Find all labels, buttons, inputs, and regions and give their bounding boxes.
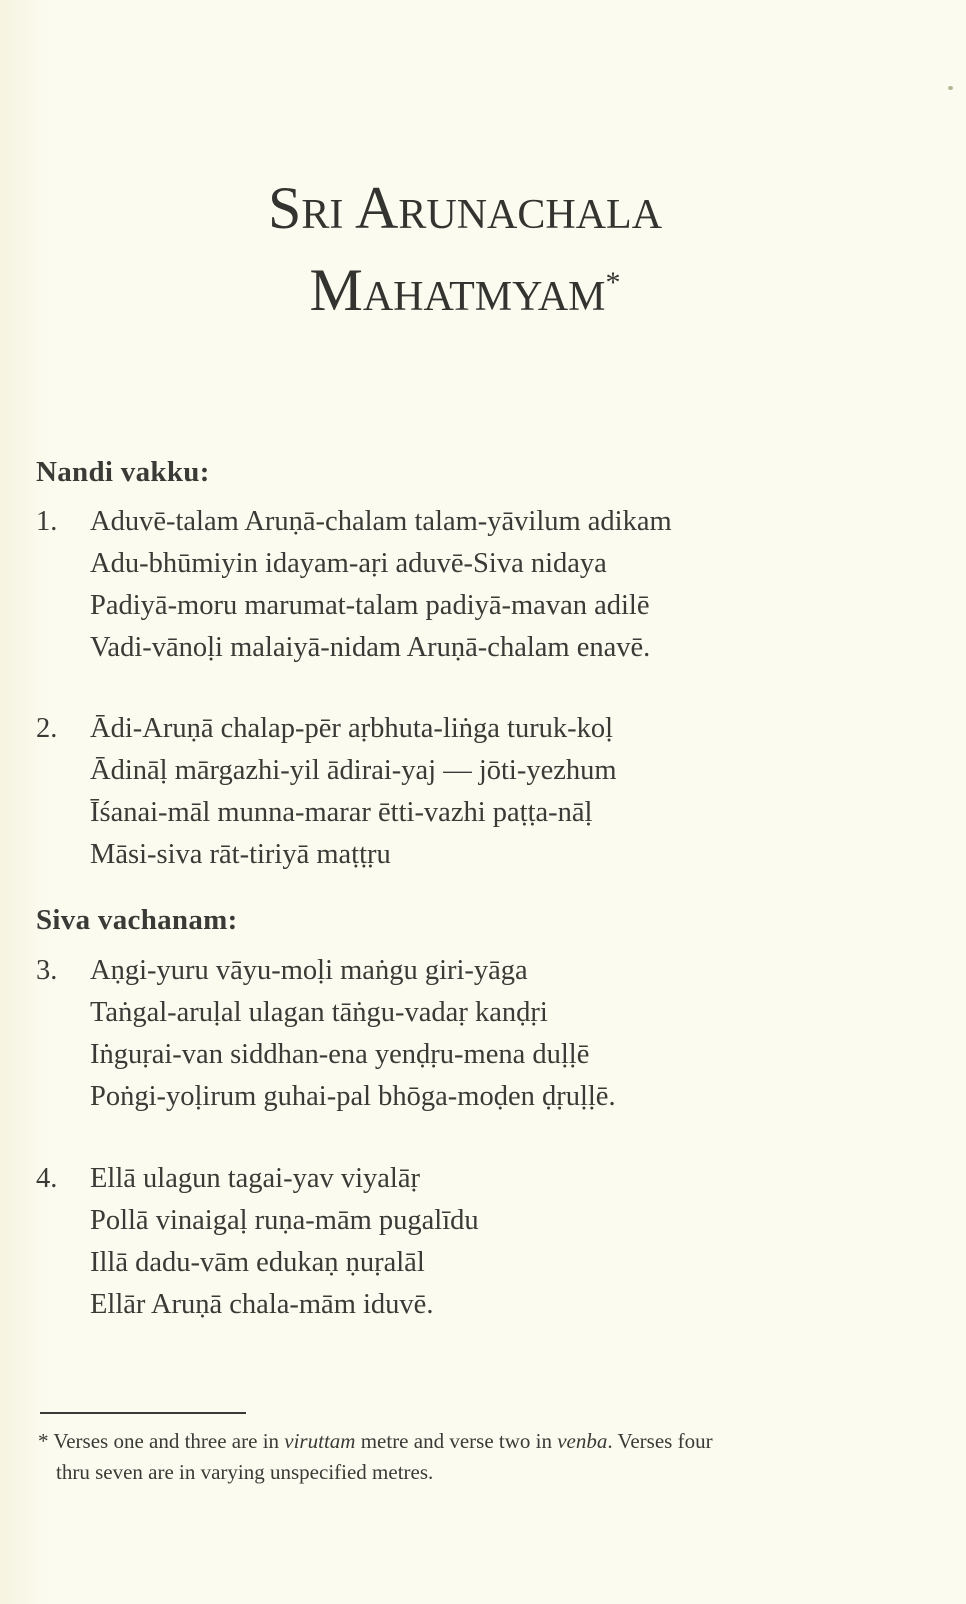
page-title-line-2 xyxy=(0,257,930,323)
verse-line: Taṅgal-aruḷal ulagan tāṅgu-vadaṛ kanḍṛi xyxy=(90,997,548,1028)
scan-speck xyxy=(948,86,953,90)
footnote-text: . Verses four xyxy=(607,1429,713,1453)
footnote-marker: * xyxy=(605,266,621,299)
verse-lines xyxy=(90,708,617,876)
verse-3 xyxy=(36,950,616,1118)
footnote-term-venba: venba xyxy=(557,1429,608,1453)
verse-line: Ādināḷ mārgazhi-yil ādirai-yaj — jōti-yezhum xyxy=(90,755,617,786)
verse-line: Illā dadu-vām edukaṇ ṇuṛalāl xyxy=(90,1247,425,1278)
footnote-divider xyxy=(40,1412,246,1414)
verse-line: Iṅguṛai-van siddhan-ena yenḍṛu-mena duḷḷē xyxy=(90,1039,590,1070)
verse-lines xyxy=(90,1158,479,1326)
section-heading-nandi-vakku: Nandi vakku: xyxy=(36,456,210,488)
section-heading-siva-vachanam: Siva vachanam: xyxy=(36,904,238,936)
verse-line: Pollā vinaigaḷ ruṇa-mām pugalīdu xyxy=(90,1205,479,1236)
verse-lines xyxy=(90,950,616,1118)
footnote-line-2: thru seven are in varying unspecified metres. xyxy=(56,1460,434,1484)
verse-line: Māsi-siva rāt-tiriyā maṭṭṛu xyxy=(90,839,391,870)
footnote-text: Verses one and three are in xyxy=(53,1429,285,1453)
verse-line: Īśanai-māl munna-marar ētti-vazhi paṭṭa-nāḷ xyxy=(90,797,593,828)
verse-line: Padiyā-moru marumat-talam padiyā-mavan adilē xyxy=(90,590,650,621)
footnote-marker: * xyxy=(38,1429,49,1453)
footnote xyxy=(38,1426,918,1488)
verse-number: 3. xyxy=(36,955,58,986)
verse-number: 4. xyxy=(36,1163,58,1194)
verse-2 xyxy=(36,708,617,876)
verse-line: Poṅgi-yoḷirum guhai-pal bhōga-moḍen ḍṛuḷḷē. xyxy=(90,1081,616,1112)
verse-lines xyxy=(90,501,672,669)
page-title-line-1 xyxy=(0,175,930,241)
title-text-1: Sri Arunachala xyxy=(267,175,663,241)
verse-number: 1. xyxy=(36,506,58,537)
verse-line: Ellār Aruṇā chala-mām iduvē. xyxy=(90,1289,434,1320)
verse-1 xyxy=(36,501,672,669)
footnote-line-1 xyxy=(38,1426,918,1457)
verse-line: Ādi-Aruṇā chalap-pēr aṛbhuta-liṅga turuk-koḷ xyxy=(90,713,614,744)
title-text-2: Mahatmyam xyxy=(309,257,606,323)
verse-4 xyxy=(36,1158,479,1326)
verse-number: 2. xyxy=(36,713,58,744)
verse-line: Vadi-vānoḷi malaiyā-nidam Aruṇā-chalam enavē. xyxy=(90,632,651,663)
footnote-text: metre and verse two in xyxy=(355,1429,558,1453)
footnote-term-viruttam: viruttam xyxy=(284,1429,356,1453)
verse-line: Adu-bhūmiyin idayam-aṛi aduvē-Siva nidaya xyxy=(90,548,607,579)
verse-line: Ellā ulagun tagai-yav viyalāṛ xyxy=(90,1163,420,1194)
verse-line: Aduvē-talam Aruṇā-chalam talam-yāvilum adikam xyxy=(90,506,672,537)
verse-line: Aṇgi-yuru vāyu-moḷi maṅgu giri-yāga xyxy=(90,955,528,986)
